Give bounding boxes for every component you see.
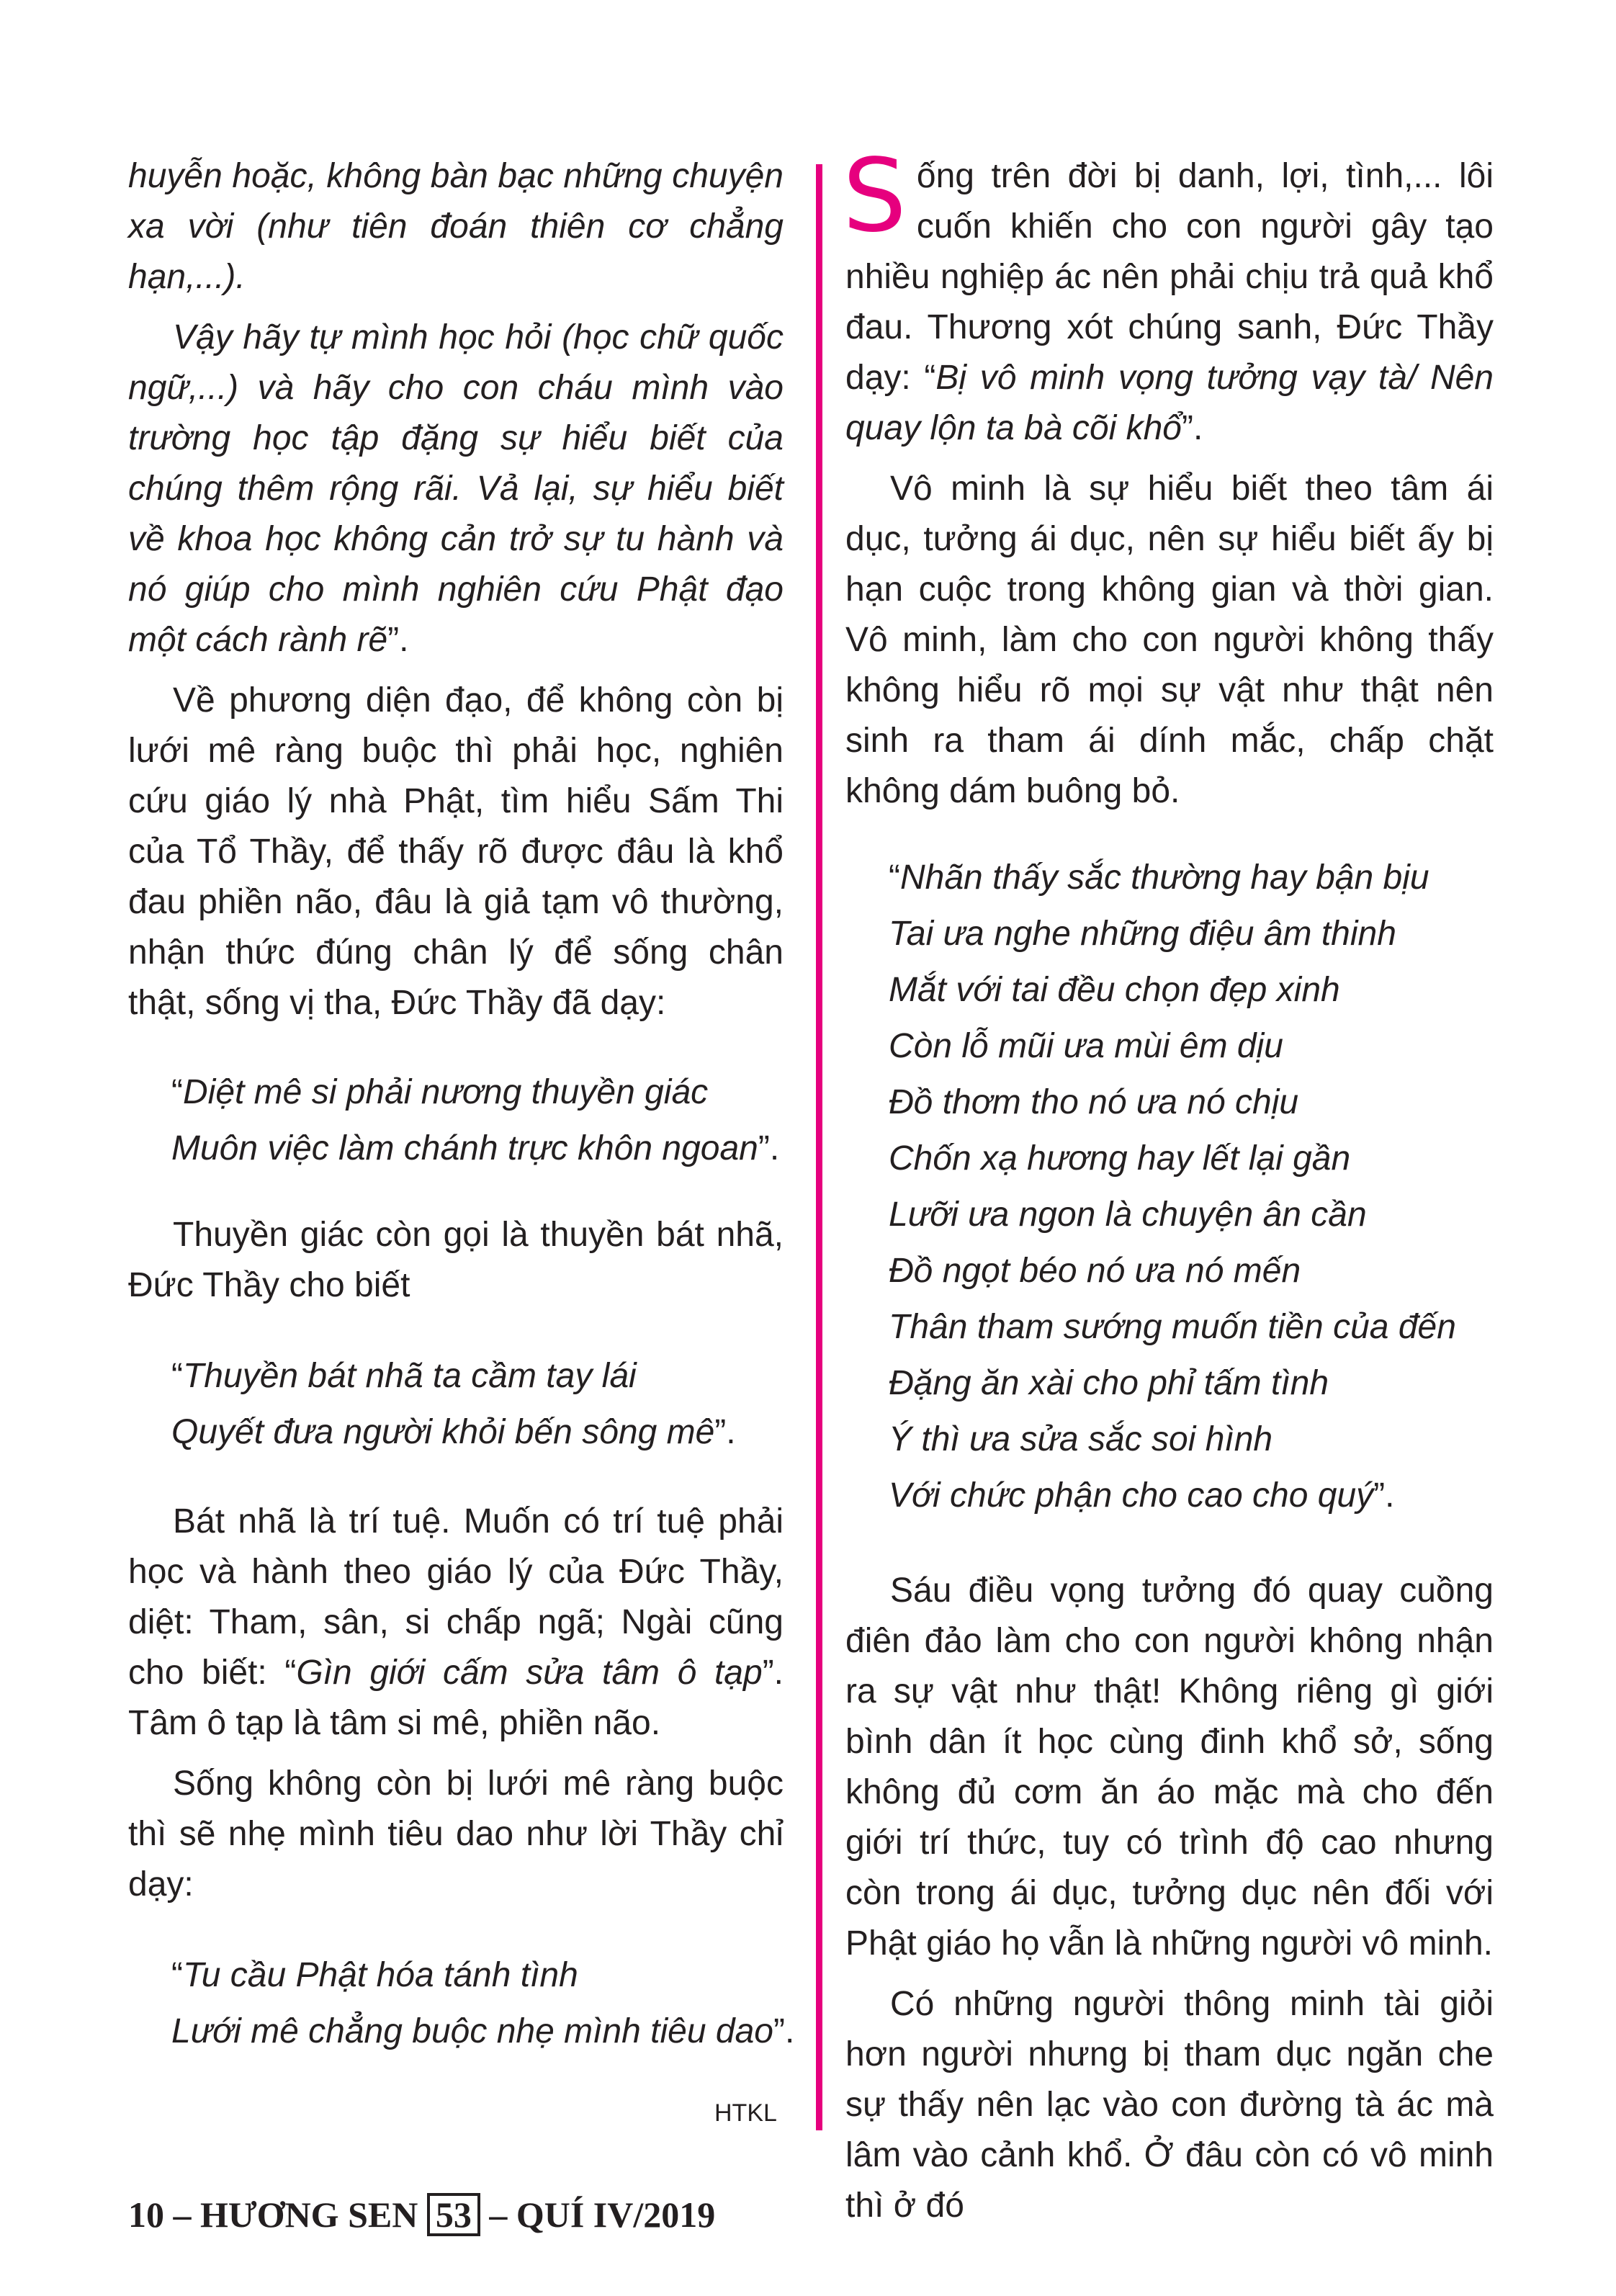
verse-line: Tai ưa nghe những điệu âm thinh [889,915,1396,953]
right-column [843,138,1494,2231]
verse-line: Thân tham sướng muốn tiền của đến [889,1308,1456,1346]
verse-line: Quyết đưa người khỏi bến sông mê”. [171,1413,736,1451]
verse-thuyen-bat-nha [128,1348,784,1461]
paragraph-3: Về phương diện đạo, để không còn bị lưới mê ràng buộc thì phải học, nghiên cứu giáo lý nhà Phật, tìm hiểu Sấm Thi của Tổ Thầy, để thấy rõ được đâu là khổ đau phiền não, đâu là giả tạm vô thường, nhận thức đúng chân lý để sống chân thật, sống vị tha, Đức Thầy đã dạy: [128,681,784,1022]
verse-line: Mắt với tai đều chọn đẹp xinh [889,971,1340,1009]
verse-line: “Tu cầu Phật hóa tánh tình [171,1956,578,1994]
magazine-name: – HƯƠNG SEN [173,2194,418,2235]
verse-line: Chốn xạ hương hay lết lại gần [889,1139,1351,1178]
paragraph-vo-minh: Vô minh là sự hiểu biết theo tâm ái dục, tưởng ái dục, nên sự hiểu biết ấy bị hạn cuộc trong không gian và thời gian. Vô minh, làm cho con người không thấy không hiểu rõ mọi sự vật như thật nên sinh ra tham ái dính mắc, chấp chặt không dám buông bỏ. [845,470,1494,810]
verse-tu-cau-phat [128,1947,795,2060]
verse-line: Lưỡi ưa ngon là chuyện ân cần [889,1196,1367,1234]
verse-line: Lưới mê chẳng buộc nhẹ mình tiêu dao”. [171,2012,795,2050]
verse-line: “Diệt mê si phải nương thuyền giác [171,1073,709,1111]
verse-line: Với chức phận cho cao cho quý”. [889,1476,1395,1515]
paragraph-co-nhung-nguoi: Có những người thông minh tài giỏi hơn người nhưng bị tham dục ngăn che sự thấy nên lạc vào con đường tà ác mà lâm vào cảnh khổ. Ở đâu còn có vô minh thì ở đó [845,1985,1494,2225]
quoted-phrase: Gìn giới cấm sửa tâm ô tạp [296,1654,763,1692]
verse-line: “Thuyền bát nhã ta cầm tay lái [171,1357,637,1395]
verse-line: “Nhãn thấy sắc thường hay bận bịu [889,858,1429,897]
verse-sau-can [845,850,1494,1524]
verse-line: Muôn việc làm chánh trực khôn ngoan”. [171,1129,780,1167]
paragraph-sau-dieu: Sáu điều vọng tưởng đó quay cuồng điên đảo làm cho con người không nhận ra sự vật như thật! Không riêng gì giới bình dân ít học cùng đinh khổ sở, sống không đủ cơm ăn áo mặc mà cho đến giới trí thức, tuy có trình độ cao nhưng còn trong ái dục, tưởng dục nên đối với Phật giáo họ vẫn là những người vô minh. [845,1571,1494,1963]
author-signature: HTKL [714,2099,777,2127]
verse-line: Ý thì ưa sửa sắc soi hình [889,1420,1273,1458]
page-number: 10 [128,2194,164,2235]
paragraph-5: Bát nhã là trí tuệ. Muốn có trí tuệ phải học và hành theo giáo lý của Đức Thầy, diệt: Tham, sân, si chấp ngã; Ngài cũng cho biết: “Gìn giới cấm sửa tâm ô tạp”. Tâm ô tạp là tâm si mê, phiền não. [128,1502,784,1742]
drop-cap: S [843,138,907,255]
issue-date: – QUÍ IV/2019 [489,2194,716,2235]
paragraph-6: Sống không còn bị lưới mê ràng buộc thì sẽ nhẹ mình tiêu dao như lời Thầy chỉ dạy: [128,1764,784,1903]
verse-diet-me-si [128,1064,784,1177]
opening-paragraph: Sống trên đời bị danh, lợi, tình,... lôi cuốn khiến cho con người gây tạo nhiều nghiệp ác nên phải chịu trả quả khổ đau. Thương xót chúng sanh, Đức Thầy dạy: “Bị vô minh vọng tưởng vạy tà/ Nên quay lộn ta bà cõi khổ”. [843,138,1494,447]
paragraph-2-end: ”. [387,621,409,659]
left-column [128,151,795,2060]
page-footer [128,2193,715,2236]
issue-number-box: 53 [427,2193,480,2236]
column-divider [816,164,822,2130]
paragraph-4: Thuyền giác còn gọi là thuyền bát nhã, Đức Thầy cho biết [128,1216,784,1304]
verse-line: Đồ ngọt béo nó ưa nó mến [889,1252,1301,1290]
paragraph-1: huyễn hoặc, không bàn bạc những chuyện xa vời (như tiên đoán thiên cơ chẳng hạn,...). [128,157,784,296]
quoted-phrase: Bị vô minh vọng tưởng vạy tà/ Nên quay lộn ta bà cõi khổ [845,359,1494,447]
verse-line: Còn lỗ mũi ưa mùi êm dịu [889,1027,1283,1065]
verse-line: Đồ thơm tho nó ưa nó chịu [889,1083,1299,1121]
verse-line: Đặng ăn xài cho phỉ tấm tình [889,1364,1329,1402]
paragraph-2 [128,313,784,665]
paragraph-2-text: Vậy hãy tự mình học hỏi (học chữ quốc ngữ,...) và hãy cho con cháu mình vào trường học tập đặng sự hiểu biết của chúng thêm rộng rãi. Vả lại, sự hiểu biết về khoa học không cản trở sự tu hành và nó giúp cho mình nghiên cứu Phật đạo một cách rành rẽ [128,318,784,659]
